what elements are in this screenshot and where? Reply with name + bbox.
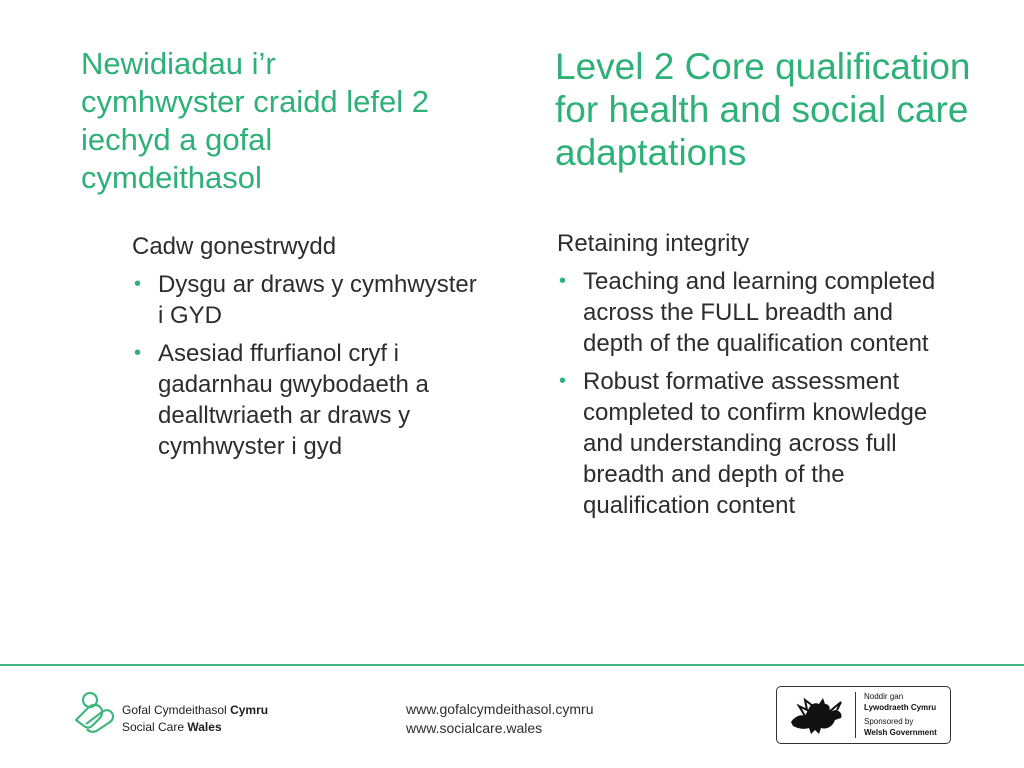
welsh-url-link[interactable]: www.gofalcymdeithasol.cymru <box>406 701 594 717</box>
welsh-bullet-text: Dysgu ar draws y cymhwyster i GYD <box>158 271 477 329</box>
welsh-content <box>132 231 477 469</box>
list-item <box>557 266 957 359</box>
badge-divider <box>855 692 856 738</box>
welsh-title: Newidiadau i’r cymhwyster craidd lefel 2 iechyd a gofal cymdeithasol <box>81 46 430 195</box>
bullet-icon: • <box>134 273 142 295</box>
english-bullet-text: Teaching and learning completed across the FULL breadth and depth of the qualification content <box>583 268 936 357</box>
bullet-icon: • <box>134 342 142 364</box>
english-content <box>557 228 957 528</box>
welsh-government-label: Welsh Government <box>864 728 937 737</box>
welsh-government-sponsor-badge <box>776 686 951 744</box>
list-item <box>132 338 477 462</box>
english-url-link[interactable]: www.socialcare.wales <box>406 720 543 736</box>
sponsored-label: Sponsored by <box>864 717 914 726</box>
welsh-bullet-text: Asesiad ffurfianol cryf i gadarnhau gwybodaeth a dealltwriaeth ar draws y cymhwyster i gyd <box>158 340 429 460</box>
logo-line1-regular: Gofal Cymdeithasol <box>122 703 227 717</box>
government-text <box>864 691 937 738</box>
logo-line2-bold: Wales <box>187 720 222 734</box>
english-bullet-text: Robust formative assessment completed to confirm knowledge and understanding across full breadth and depth of the qualification content <box>583 368 928 519</box>
bullet-icon: • <box>559 270 567 292</box>
social-care-wales-logo-icon <box>72 690 118 736</box>
lywodraeth-label: Lywodraeth Cymru <box>864 703 937 712</box>
logo-line2-regular: Social Care <box>122 720 185 734</box>
list-item <box>132 269 477 331</box>
footer-divider <box>0 664 1024 666</box>
english-title: Level 2 Core qualification for health and social care adaptations <box>555 46 971 173</box>
logo-text <box>122 702 268 736</box>
social-care-wales-logo <box>72 690 312 740</box>
bullet-icon: • <box>559 370 567 392</box>
welsh-intro: Cadw gonestrwydd <box>132 233 337 260</box>
logo-line1-bold: Cymru <box>230 703 269 717</box>
welsh-dragon-icon <box>785 692 849 738</box>
footer-urls <box>406 700 594 738</box>
list-item <box>557 366 957 521</box>
noddir-label: Noddir gan <box>864 692 904 701</box>
english-bullet-list <box>557 266 957 521</box>
english-intro: Retaining integrity <box>557 230 750 257</box>
welsh-bullet-list <box>132 269 477 462</box>
